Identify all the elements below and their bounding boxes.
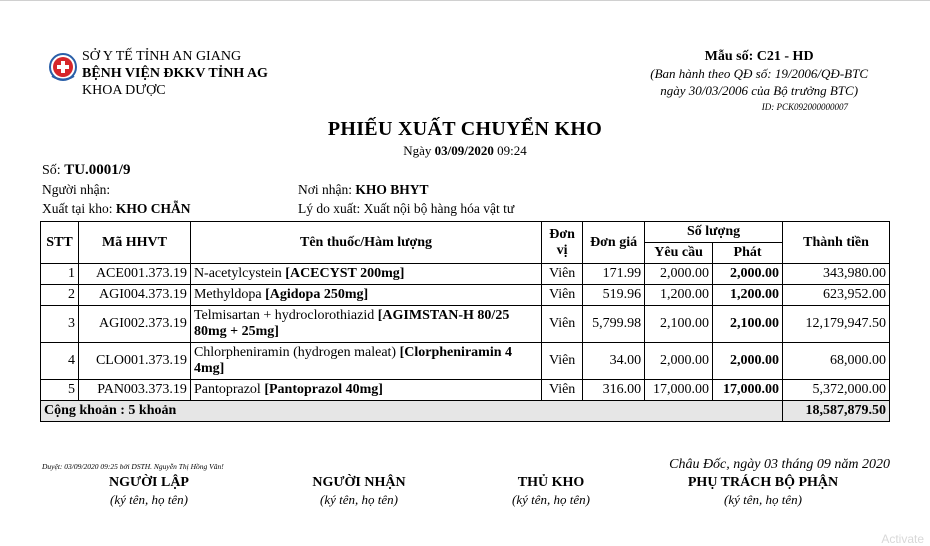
- table-row: [41, 343, 890, 380]
- header-amount: Thành tiền: [783, 222, 890, 264]
- cell-unit: Viên: [542, 285, 583, 306]
- drug-brand: [ACECYST 200mg]: [285, 266, 405, 281]
- cell-name: [190, 306, 541, 343]
- form-info-block: [650, 48, 868, 116]
- reason-label: Lý do xuất:: [298, 201, 361, 216]
- signature-hint: (ký tên, họ tên): [110, 492, 188, 507]
- total-row: [41, 401, 890, 422]
- cell-price: 316.00: [583, 380, 645, 401]
- cell-requested: 2,000.00: [645, 343, 713, 380]
- destination-label: Nơi nhận:: [298, 182, 353, 197]
- header-requested: Yêu cầu: [645, 243, 713, 264]
- cell-stt: 2: [41, 285, 79, 306]
- header-price: Đơn giá: [583, 222, 645, 264]
- header-qty: Số lượng: [645, 222, 783, 243]
- cell-amount: 343,980.00: [783, 264, 890, 285]
- signature-role: NGƯỜI LẬP: [109, 475, 189, 490]
- cell-price: 34.00: [583, 343, 645, 380]
- source-label: Xuất tại kho:: [42, 201, 113, 216]
- cell-unit: Viên: [542, 380, 583, 401]
- table-row: [41, 264, 890, 285]
- source-value: KHO CHẴN: [115, 201, 191, 216]
- number-label: Số:: [42, 163, 61, 178]
- cell-name: [190, 343, 541, 380]
- signature-head: [668, 475, 858, 508]
- drug-name: N-acetylcystein: [193, 266, 282, 281]
- header-issued: Phát: [713, 243, 783, 264]
- cell-issued: 2,000.00: [713, 343, 783, 380]
- cell-requested: 2,000.00: [645, 264, 713, 285]
- signing-date: Châu Đốc, ngày 03 tháng 09 năm 2020: [669, 457, 890, 472]
- cell-amount: 68,000.00: [783, 343, 890, 380]
- org-hospital: BỆNH VIỆN ĐKKV TỈNH AG: [82, 66, 268, 81]
- cell-stt: 4: [41, 343, 79, 380]
- cell-stt: 5: [41, 380, 79, 401]
- document-date: [0, 143, 930, 159]
- org-department: SỞ Y TẾ TỈNH AN GIANG: [82, 49, 242, 64]
- approval-note: Duyệt: 03/09/2020 09:25 bởi DSTH. Nguyễn Thị Hồng Vân!: [42, 462, 224, 471]
- cell-unit: Viên: [542, 343, 583, 380]
- cell-code: ACE001.373.19: [78, 264, 190, 285]
- form-id: ID: PCK092000000007: [761, 102, 848, 112]
- activation-watermark: Activate: [881, 532, 924, 546]
- cell-amount: 12,179,947.50: [783, 306, 890, 343]
- cell-price: 519.96: [583, 285, 645, 306]
- top-border: [0, 0, 930, 23]
- drug-name: Chlorpheniramin (hydrogen maleat): [193, 345, 397, 360]
- drug-brand: [AGIMSTAN-H 80/25 80mg + 25mg]: [193, 308, 510, 339]
- drug-brand: [Pantoprazol 40mg]: [264, 382, 383, 397]
- drug-name: Pantoprazol: [193, 382, 261, 397]
- form-code: Mẫu số: C21 - HD: [704, 49, 814, 64]
- total-amount: 18,587,879.50: [783, 401, 890, 422]
- organization-block: [82, 48, 268, 99]
- table-row: [41, 285, 890, 306]
- cell-unit: Viên: [542, 264, 583, 285]
- form-note-1: (Ban hành theo QĐ số: 19/2006/QĐ-BTC: [650, 66, 868, 81]
- cell-issued: 2,000.00: [713, 264, 783, 285]
- table-row: [41, 380, 890, 401]
- cell-stt: 3: [41, 306, 79, 343]
- reason-value: Xuất nội bộ hàng hóa vật tư: [363, 201, 515, 216]
- total-label: Cộng khoản : 5 khoản: [41, 401, 783, 422]
- drug-brand: [Clorpheniramin 4 4mg]: [193, 345, 512, 376]
- cell-stt: 1: [41, 264, 79, 285]
- signature-preparer: [74, 475, 224, 508]
- receiver-field: [42, 182, 110, 198]
- signature-role: PHỤ TRÁCH BỘ PHẬN: [687, 475, 839, 490]
- document-title: PHIẾU XUẤT CHUYỂN KHO: [327, 118, 603, 140]
- cell-code: PAN003.373.19: [78, 380, 190, 401]
- cell-price: 171.99: [583, 264, 645, 285]
- cell-name: [190, 285, 541, 306]
- signature-hint: (ký tên, họ tên): [724, 492, 802, 507]
- cell-amount: 5,372,000.00: [783, 380, 890, 401]
- header-code: Mã HHVT: [78, 222, 190, 264]
- drug-name: Telmisartan + hydroclorothiazid: [193, 308, 375, 323]
- cell-issued: 17,000.00: [713, 380, 783, 401]
- cell-code: AGI002.373.19: [78, 306, 190, 343]
- items-table: [40, 221, 890, 422]
- date-prefix: Ngày: [403, 143, 432, 158]
- org-unit: KHOA DƯỢC: [82, 83, 166, 98]
- header-stt: STT: [41, 222, 79, 264]
- header-unit: Đơn vị: [542, 222, 583, 264]
- time-value: 09:24: [497, 143, 527, 158]
- reason-field: [298, 201, 514, 217]
- cell-requested: 1,200.00: [645, 285, 713, 306]
- destination-field: [298, 182, 429, 198]
- cell-code: AGI004.373.19: [78, 285, 190, 306]
- destination-value: KHO BHYT: [355, 182, 429, 197]
- form-note-2: ngày 30/03/2006 của Bộ trưởng BTC): [660, 83, 859, 98]
- document-number: [42, 162, 130, 179]
- signature-hint: (ký tên, họ tên): [320, 492, 398, 507]
- cell-issued: 1,200.00: [713, 285, 783, 306]
- date-value: 03/09/2020: [434, 143, 494, 158]
- receiver-label: Người nhận:: [42, 182, 111, 197]
- table-row: [41, 306, 890, 343]
- signature-storekeeper: [476, 475, 626, 508]
- cell-amount: 623,952.00: [783, 285, 890, 306]
- source-field: [42, 201, 191, 217]
- table-header-row: [41, 222, 890, 243]
- drug-brand: [Agidopa 250mg]: [265, 287, 369, 302]
- number-value: TU.0001/9: [64, 162, 131, 178]
- cell-name: [190, 264, 541, 285]
- signature-receiver: [284, 475, 434, 508]
- cell-unit: Viên: [542, 306, 583, 343]
- hospital-red-cross-logo-icon: [48, 52, 78, 82]
- cell-price: 5,799.98: [583, 306, 645, 343]
- signature-hint: (ký tên, họ tên): [512, 492, 590, 507]
- signature-role: NGƯỜI NHẬN: [312, 475, 406, 490]
- cell-issued: 2,100.00: [713, 306, 783, 343]
- header-name: Tên thuốc/Hàm lượng: [190, 222, 541, 264]
- cell-requested: 17,000.00: [645, 380, 713, 401]
- drug-name: Methyldopa: [193, 287, 262, 302]
- cell-name: [190, 380, 541, 401]
- signature-role: THỦ KHO: [517, 475, 585, 490]
- cell-code: CLO001.373.19: [78, 343, 190, 380]
- cell-requested: 2,100.00: [645, 306, 713, 343]
